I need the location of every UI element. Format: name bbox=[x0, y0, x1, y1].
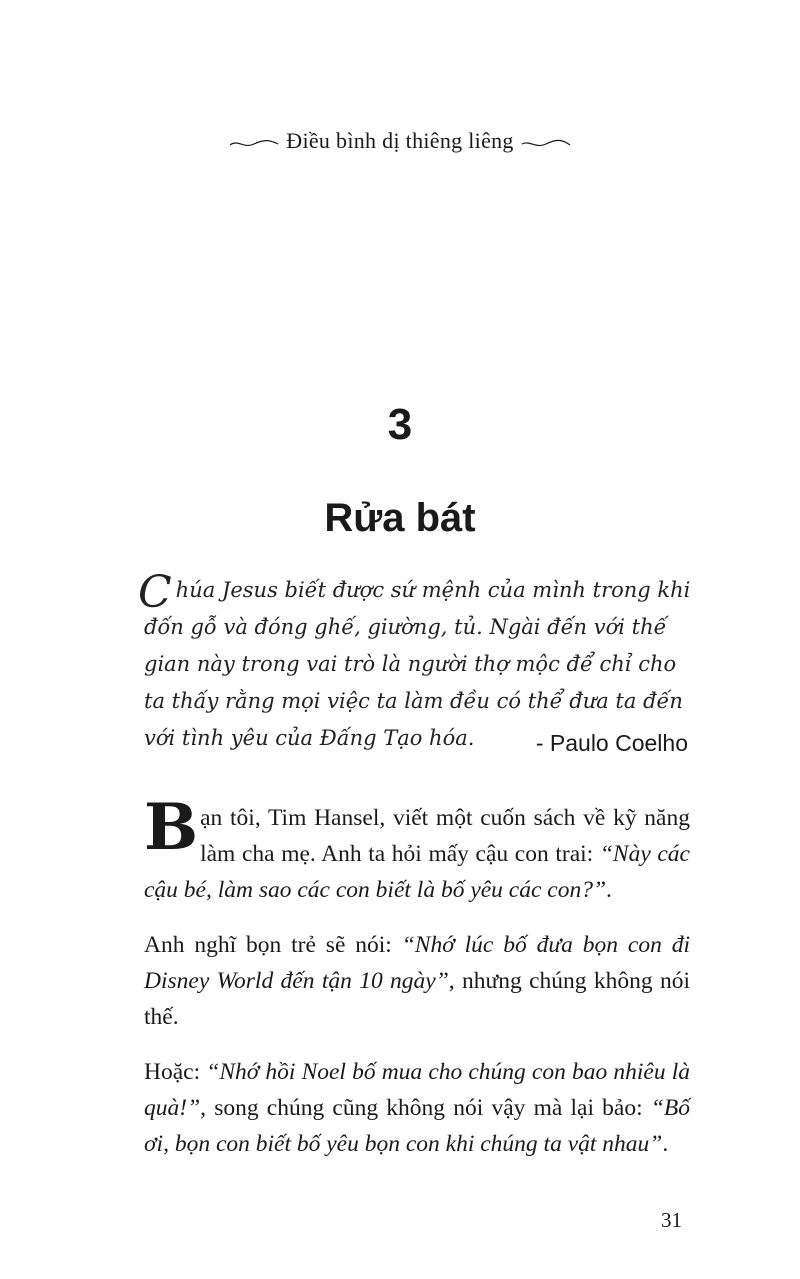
quote: “Nhớ lúc bố đưa bọn con đi Disney World đến tận 10 ngày” bbox=[144, 932, 690, 994]
running-header bbox=[0, 128, 800, 154]
epigraph-attribution: - Paulo Coelho bbox=[535, 730, 688, 756]
body-text bbox=[144, 790, 691, 1181]
running-header-title: Điều bình dị thiêng liêng bbox=[286, 128, 514, 153]
drop-cap: B bbox=[144, 790, 199, 865]
chapter-number: 3 bbox=[387, 400, 413, 449]
quote: “Bố ơi, bọn con biết bố yêu bọn con khi chúng ta vật nhau” bbox=[144, 1095, 690, 1157]
chapter-title: Rửa bát bbox=[324, 496, 476, 540]
right-swash-ornament bbox=[520, 137, 572, 149]
quote: “Nhớ hồi Noel bố mua cho chúng con bao nhiêu là quà!” bbox=[144, 1059, 690, 1121]
left-swash-ornament bbox=[228, 137, 280, 149]
paragraph-2: Anh nghĩ bọn trẻ sẽ nói: “Nhớ lúc bố đưa bọn con đi Disney World đến tận 10 ngày”, nhưng chúng không nói thế. bbox=[144, 932, 691, 1030]
quote: “Này các cậu bé, làm sao các con biết là bố yêu các con?” bbox=[144, 841, 690, 903]
page-number: 31 bbox=[661, 1208, 682, 1232]
paragraph-3: Hoặc: “Nhớ hồi Noel bố mua cho chúng con bao nhiêu là quà!”, song chúng cũng không nói vậy mà lại bảo: “Bố ơi, bọn con biết bố yêu bọn con khi chúng ta vật nhau”. bbox=[144, 1059, 690, 1157]
epigraph-text: húa Jesus biết được sứ mệnh của mình trong khi đốn gỗ và đóng ghế, giường, tủ. Ngài đến với thế gian này trong vai trò là người thợ mộc để chỉ cho ta thấy rằng mọi việc ta làm đều có thể đưa ta đến với tình yêu của Đấng Tạo hóa. bbox=[144, 578, 691, 750]
epigraph-initial: C bbox=[138, 567, 172, 618]
paragraph-1: Bạn tôi, Tim Hansel, viết một cuốn sách về kỹ năng làm cha mẹ. Anh ta hỏi mấy cậu con trai: “Này các cậu bé, làm sao các con biết là bố yêu các con?”. bbox=[144, 790, 690, 903]
